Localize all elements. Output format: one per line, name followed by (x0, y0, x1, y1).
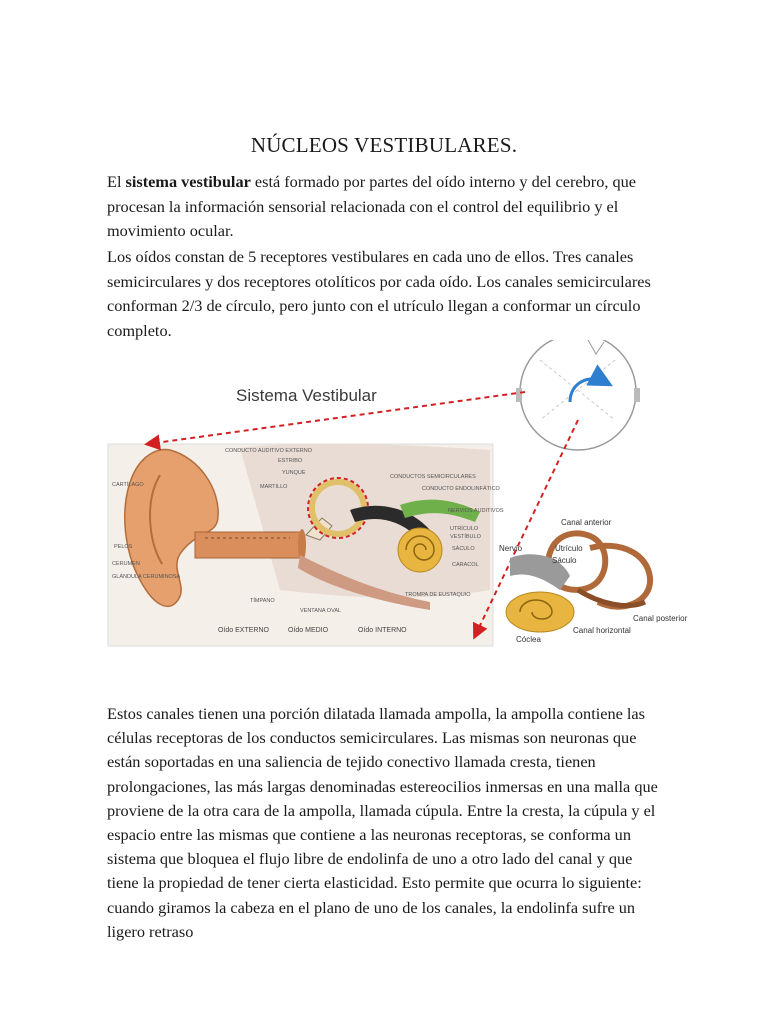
intro-prefix: El (107, 172, 126, 191)
label-martillo: MARTILLO (260, 484, 288, 490)
label-pelos: PELOS (114, 544, 133, 550)
intro-bold-term: sistema vestibular (125, 172, 251, 191)
figure-heading: Sistema Vestibular (236, 386, 377, 405)
document-title: NÚCLEOS VESTIBULARES. (250, 133, 518, 157)
label-nervios-auditivos: NERVIOS AUDITIVOS (448, 508, 504, 514)
label-nervio: Nervio (499, 544, 523, 553)
label-glandula: GLÁNDULA CERUMINOSA (112, 574, 181, 580)
label-utriculo-inset: Utrículo (555, 544, 583, 553)
label-conducto-auditivo: CONDUCTO AUDITIVO EXTERNO (225, 448, 312, 454)
region-externo: Oído EXTERNO (218, 627, 269, 634)
intro-rest: está formado por partes del oído interno y del cerebro, que procesan la información sensorial relacionada con el control del equilibrio y el movimiento ocular. (107, 172, 636, 241)
region-interno: Oído INTERNO (358, 627, 407, 634)
label-conductos-semicirculares: CONDUCTOS SEMICIRCULARES (390, 474, 476, 480)
label-canal-posterior: Canal posterior (633, 614, 688, 623)
label-saculo-inset: Sáculo (552, 556, 577, 565)
label-canal-horizontal: Canal horizontal (573, 626, 631, 635)
label-caracol: CARACOL (452, 562, 479, 568)
label-ventana-oval: VENTANA OVAL (300, 608, 342, 614)
paragraph-intro (107, 170, 667, 244)
label-cerumen: CERUMEN (112, 561, 140, 567)
head-top-view (516, 340, 640, 450)
label-estribo: ESTRIBO (278, 458, 303, 464)
vestibular-system-figure (100, 340, 700, 650)
region-medio: Oído MEDIO (288, 627, 329, 634)
cochlea-main (398, 528, 442, 572)
label-yunque: YUNQUE (282, 470, 306, 476)
label-conducto-endolinfatico: CONDUCTO ENDOLINFÁTICO (422, 486, 500, 492)
ear-canal (195, 532, 300, 558)
paragraph-receptors: Los oídos constan de 5 receptores vestibulares en cada uno de ellos. Tres canales semicirculares y dos receptores otolíticos por cada oído. Los canales semicirculares conforman 2/3 de círculo, pero junto con el utrículo llegan a conformar un círculo completo. (107, 247, 651, 340)
label-coclea: Cóclea (516, 635, 541, 644)
label-vestibulo: VESTÍBULO (450, 534, 481, 540)
paragraph-ampolla: Estos canales tienen una porción dilatada llamada ampolla, la ampolla contiene las células receptoras de los conductos semicirculares. Las mismas son neuronas que están soportadas en una saliencia de tejido conectivo llamada cresta, tienen prolongaciones, las más largas denominadas estereocilios inmersas en una malla que proviene de la otra cara de la ampolla, llamada cúpula. Entre la cresta, la cúpula y el espacio entre las mismas que contiene a las neuronas receptoras, se conforma un sistema que bloquea el flujo libre de endolinfa de uno a otro lado del canal y que tiene la propiedad de tener cierta elasticidad. Esto permite que ocurra lo siguiente: cuando giramos la cabeza en el plano de uno de los canales, la endolinfa sufre un ligero retraso (107, 704, 658, 941)
label-cartilago: CARTÍLAGO (112, 482, 144, 488)
temporal-bone (240, 444, 490, 598)
label-saculo: SÁCULO (452, 546, 475, 552)
label-utriculo: UTRÍCULO (450, 526, 479, 532)
label-canal-anterior: Canal anterior (561, 518, 612, 527)
label-trompa-eustaquio: TROMPA DE EUSTAQUIO (405, 592, 471, 598)
label-timpano: TÍMPANO (250, 598, 275, 604)
